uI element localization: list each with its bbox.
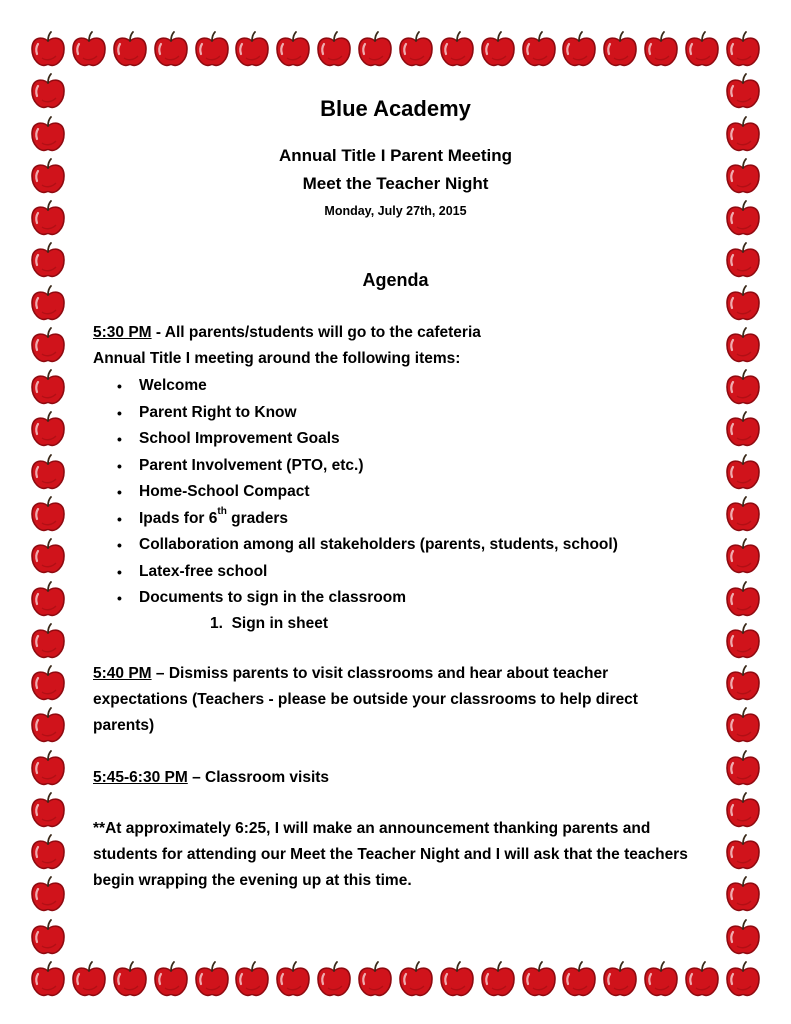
list-item: • School Improvement Goals <box>117 430 340 447</box>
list-item: • Collaboration among all stakeholders (parents, students, school) <box>117 536 618 553</box>
list-item: • Home-School Compact <box>117 483 310 500</box>
agenda-time-3: 5:45-6:30 PM <box>93 769 188 786</box>
bullet-icon: • <box>117 484 122 500</box>
agenda-heading: Agenda <box>362 270 429 290</box>
sub-item-number: 1. <box>210 615 223 632</box>
list-item: • Documents to sign in the classroom <box>117 589 406 606</box>
agenda-text-3: – Classroom visits <box>187 769 330 786</box>
list-item: • Parent Involvement (PTO, etc.) <box>117 456 364 474</box>
agenda-third-entry <box>93 765 693 791</box>
list-item: • Latex-free school <box>117 562 268 580</box>
bullet-icon: • <box>117 510 122 527</box>
meeting-title: Annual Title I Parent Meeting <box>279 146 512 165</box>
bullet-icon: • <box>117 404 122 421</box>
agenda-item-list <box>117 376 618 615</box>
bullet-icon: • <box>117 590 122 606</box>
sub-item-text: Sign in sheet <box>231 615 329 632</box>
bullet-icon: • <box>117 378 122 394</box>
agenda-text-2: – Dismiss parents to visit classrooms and hear about teacher expectations (Teachers - please be outside your classrooms to help direct parents) <box>93 665 638 734</box>
list-item: • Welcome <box>117 377 207 394</box>
bullet-icon: • <box>117 563 122 580</box>
agenda-second-entry <box>93 661 693 739</box>
school-name: Blue Academy <box>320 96 471 121</box>
closing-note: **At approximately 6:25, I will make an announcement thanking parents and students for attending our Meet the Teacher Night and I will ask that the teachers begin wrapping the evening up at this time. <box>93 820 688 889</box>
agenda-text-1: - All parents/students will go to the cafeteria <box>151 324 481 341</box>
list-item-ipads: • Ipads for 6th graders <box>117 506 289 527</box>
event-name: Meet the Teacher Night <box>302 174 489 193</box>
event-date: Monday, July 27th, 2015 <box>324 204 467 218</box>
bullet-icon: • <box>117 457 122 474</box>
list-item: • Parent Right to Know <box>117 403 297 421</box>
bullet-icon: • <box>117 431 122 447</box>
agenda-time-1: 5:30 PM <box>93 324 152 341</box>
agenda-first-line <box>93 323 481 343</box>
sub-list-item <box>210 614 328 634</box>
agenda-time-2: 5:40 PM <box>93 665 152 682</box>
bullet-icon: • <box>117 537 122 553</box>
agenda-intro: Annual Title I meeting around the following items: <box>93 350 461 367</box>
